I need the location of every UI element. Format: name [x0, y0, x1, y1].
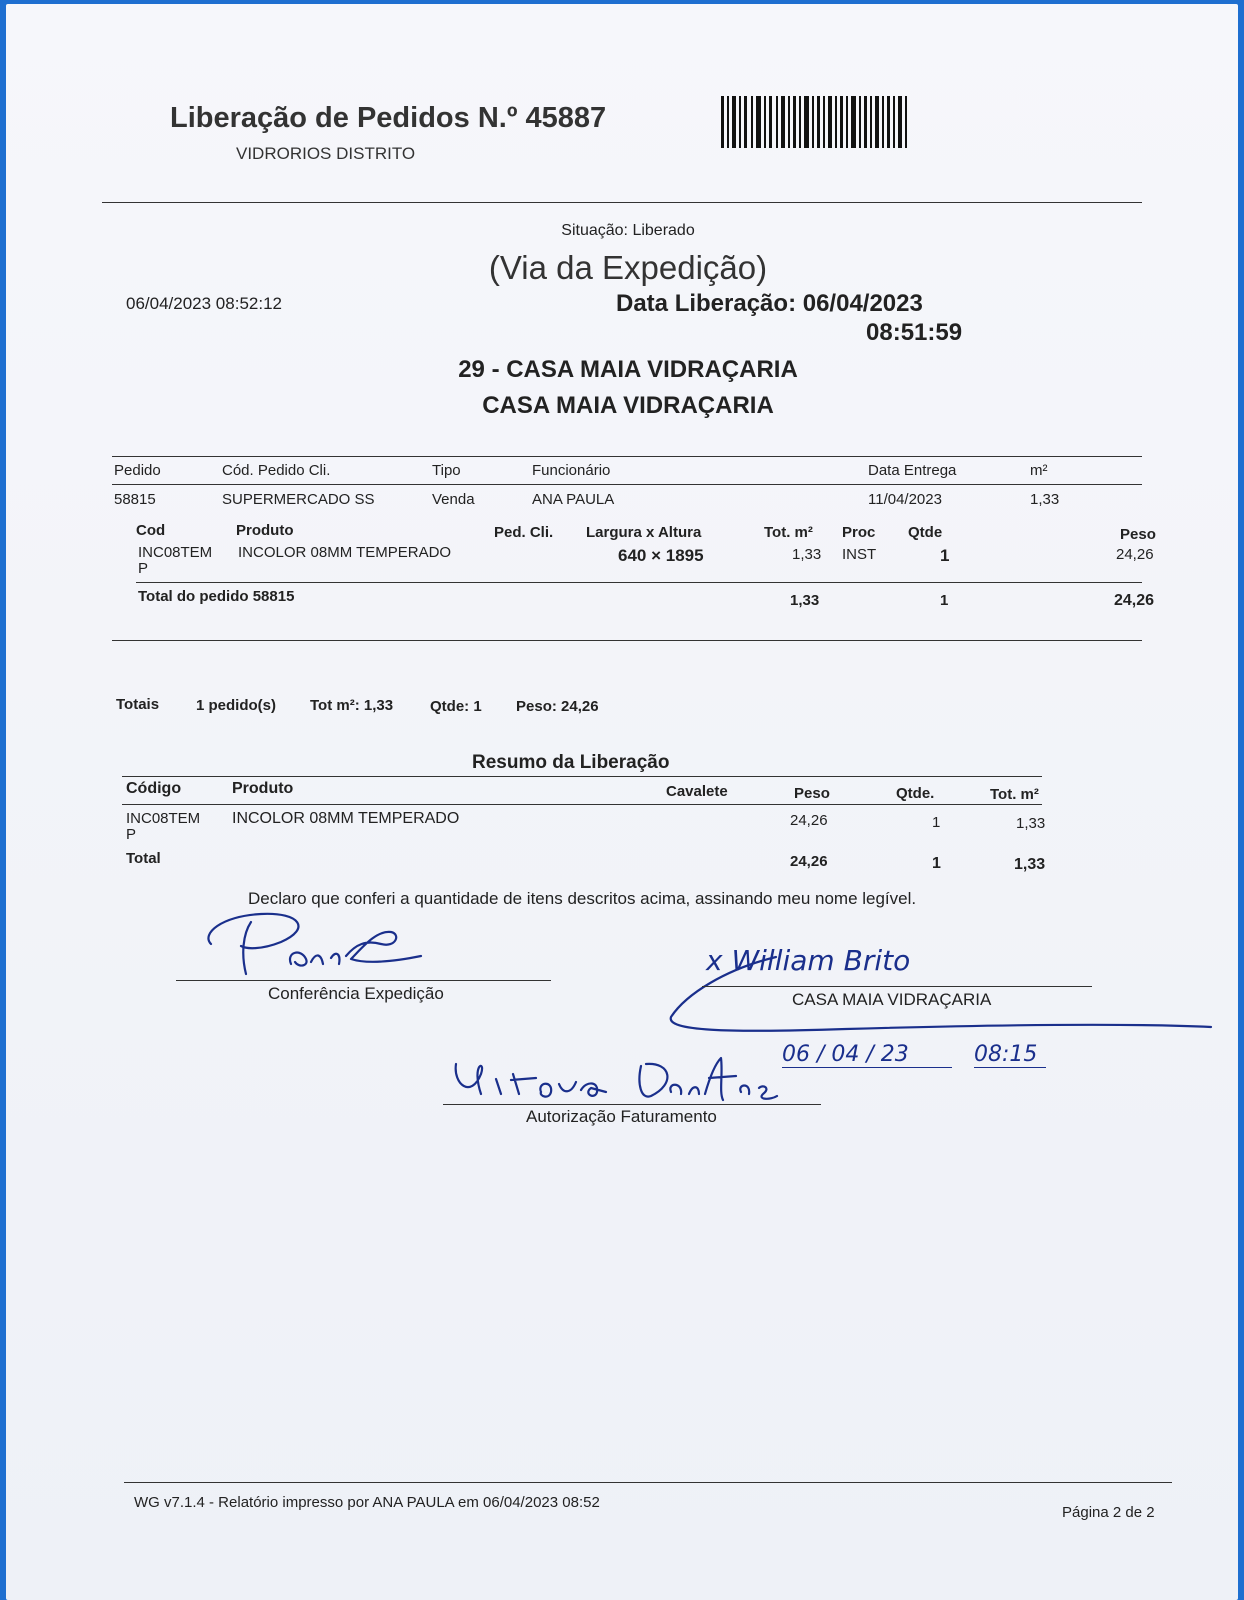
col-largura-altura: Largura x Altura	[586, 524, 702, 541]
resumo-qtde: 1	[932, 814, 941, 831]
order-total-qtde: 1	[940, 592, 949, 609]
client-name: CASA MAIA VIDRAÇARIA	[482, 392, 774, 419]
order-m2: 1,33	[1030, 491, 1060, 508]
col-peso: Peso	[1120, 526, 1156, 543]
order-data-entrega: 11/04/2023	[868, 491, 942, 508]
resumo-col-qtde: Qtde.	[896, 785, 935, 802]
resumo-header-line	[122, 804, 1042, 805]
footer-print-info: WG v7.1.4 - Relatório impresso por ANA PAULA em 06/04/2023 08:52	[134, 1494, 600, 1511]
order-table-top-line	[112, 456, 1142, 457]
client-handwritten-name: x William Brito	[706, 944, 911, 977]
col-data-entrega: Data Entrega	[868, 462, 957, 479]
col-cod: Cod	[136, 522, 166, 539]
handwritten-date: 06 / 04 / 23	[782, 1042, 952, 1068]
order-header-line	[112, 484, 1142, 485]
item-produto: INCOLOR 08MM TEMPERADO	[238, 544, 452, 561]
totals-peso: Peso: 24,26	[516, 698, 599, 715]
resumo-title: Resumo da Liberação	[472, 752, 670, 773]
via-label: (Via da Expedição)	[488, 249, 768, 286]
col-proc: Proc	[842, 524, 876, 541]
resumo-col-cavalete: Cavalete	[666, 783, 728, 800]
declaration-text: Declaro que conferi a quantidade de itens descritos acima, assinando meu nome legível.	[248, 889, 917, 908]
col-tot-m2: Tot. m²	[764, 524, 813, 541]
client-signature-line	[702, 986, 1092, 987]
order-tipo: Venda	[432, 491, 475, 508]
client-signature-icon	[666, 939, 1226, 1039]
resumo-tot-m2: 1,33	[1016, 815, 1046, 832]
item-dimensions: 640 × 1895	[618, 546, 704, 565]
resumo-col-codigo: Código	[126, 780, 182, 797]
resumo-total-peso: 24,26	[790, 853, 828, 870]
col-produto: Produto	[236, 522, 294, 539]
col-funcionario: Funcionário	[532, 462, 611, 479]
order-total-label: Total do pedido 58815	[138, 588, 295, 605]
resumo-total-label: Total	[126, 850, 161, 867]
order-funcionario: ANA PAULA	[532, 491, 615, 508]
item-cod-line2: P	[138, 560, 149, 577]
liberation-date: Data Liberação: 06/04/2023	[616, 290, 923, 317]
order-total-peso: 24,26	[1114, 592, 1155, 609]
conferencia-label: Conferência Expedição	[268, 984, 444, 1003]
resumo-peso: 24,26	[790, 812, 828, 829]
order-table-bottom-line	[112, 640, 1142, 641]
order-pedido: 58815	[114, 491, 156, 508]
company-name: VIDRORIOS DISTRITO	[236, 144, 416, 163]
order-cod-cli: SUPERMERCADO SS	[222, 491, 375, 508]
signature-conferencia-icon	[191, 904, 451, 989]
item-tot-m2: 1,33	[792, 546, 822, 563]
autorizacao-label: Autorização Faturamento	[526, 1107, 717, 1126]
col-cod-pedido-cli: Cód. Pedido Cli.	[222, 462, 331, 479]
footer-divider	[124, 1482, 1172, 1483]
resumo-total-tot-m2: 1,33	[1014, 856, 1046, 873]
liberation-time: 08:51:59	[866, 319, 963, 346]
totals-pedidos: 1 pedido(s)	[196, 697, 277, 714]
resumo-cod-line1: INC08TEM	[126, 810, 201, 827]
document-title: Liberação de Pedidos N.º 45887	[170, 102, 607, 134]
page-number: Página 2 de 2	[1062, 1504, 1155, 1521]
totals-qtde: Qtde: 1	[430, 698, 482, 715]
document-page	[6, 4, 1238, 1600]
resumo-cod-line2: P	[126, 826, 137, 843]
resumo-col-produto: Produto	[232, 780, 294, 797]
resumo-col-tot-m2: Tot. m²	[990, 786, 1039, 803]
handwritten-time: 08:15	[974, 1042, 1046, 1068]
client-signature-label: CASA MAIA VIDRAÇARIA	[792, 990, 992, 1009]
item-peso: 24,26	[1116, 546, 1154, 563]
item-qtde: 1	[940, 546, 950, 565]
col-tipo: Tipo	[432, 462, 461, 479]
col-m2: m²	[1030, 462, 1048, 479]
print-datetime: 06/04/2023 08:52:12	[126, 294, 282, 313]
col-pedido: Pedido	[114, 462, 161, 479]
status-label: Situação: Liberado	[561, 222, 695, 239]
item-total-line	[136, 582, 1142, 583]
totals-tot-m2: Tot m²: 1,33	[310, 697, 394, 714]
header-divider	[102, 202, 1142, 203]
resumo-total-qtde: 1	[932, 855, 941, 872]
item-proc: INST	[842, 546, 877, 563]
col-qtde: Qtde	[908, 524, 943, 541]
resumo-col-peso: Peso	[794, 785, 830, 802]
resumo-produto: INCOLOR 08MM TEMPERADO	[232, 810, 460, 827]
barcode-graphic	[721, 96, 907, 148]
item-cod-line1: INC08TEM	[138, 544, 213, 561]
resumo-top-line	[122, 776, 1042, 777]
client-code-name: 29 - CASA MAIA VIDRAÇARIA	[458, 356, 798, 383]
conferencia-signature-line	[176, 980, 551, 981]
totals-label: Totais	[116, 696, 160, 713]
col-ped-cli: Ped. Cli.	[494, 524, 554, 541]
order-total-m2: 1,33	[790, 592, 820, 609]
autorizacao-signature-line	[443, 1104, 821, 1105]
